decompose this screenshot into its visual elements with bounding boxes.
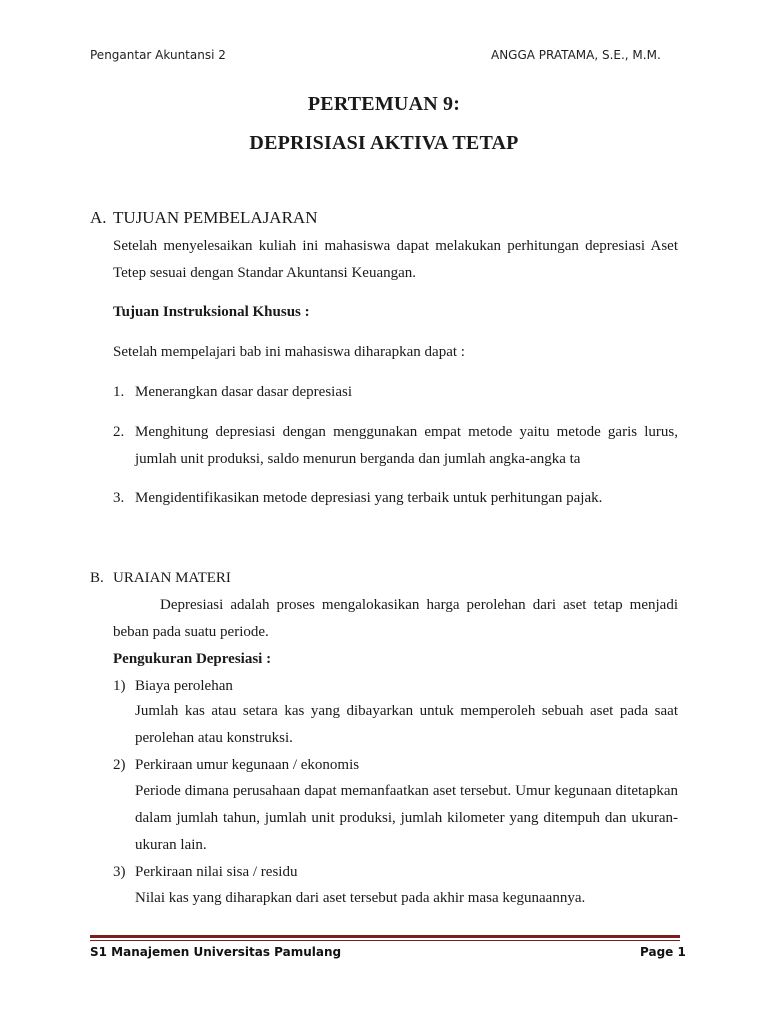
list-item-title: Perkiraan nilai sisa / residu bbox=[135, 864, 298, 880]
list-item: Menerangkan dasar dasar depresiasi bbox=[135, 384, 352, 400]
section-a-intro-line2: Tetep sesuai dengan Standar Akuntansi Keuangan. bbox=[113, 265, 417, 281]
footer-institution: S1 Manajemen Universitas Pamulang bbox=[90, 945, 342, 959]
list-item-text: perolehan atau konstruksi. bbox=[135, 730, 293, 746]
list-item: Menghitung depresiasi dengan menggunakan empat metode yaitu metode garis lurus, bbox=[135, 424, 678, 440]
section-a-intro-line1: Setelah menyelesaikan kuliah ini mahasiswa dapat melakukan perhitungan depresiasi Aset bbox=[113, 238, 678, 254]
list-item-text: ukuran lain. bbox=[135, 837, 207, 853]
list-item-text: Periode dimana perusahaan dapat memanfaatkan aset tersebut. Umur kegunaan ditetapkan bbox=[135, 783, 678, 799]
list-item-text: Nilai kas yang diharapkan dari aset tersebut pada akhir masa kegunaannya. bbox=[135, 890, 586, 906]
page-title: PERTEMUAN 9: bbox=[307, 93, 461, 115]
section-b-heading: URAIAN MATERI bbox=[113, 570, 231, 586]
footer-rule-thin bbox=[90, 940, 680, 941]
list-item-marker: 3. bbox=[113, 490, 125, 506]
list-item-title: Biaya perolehan bbox=[135, 678, 233, 694]
list-item-continuation: jumlah unit produksi, saldo menurun berganda dan jumlah angka-angka ta bbox=[135, 451, 581, 467]
section-a-heading: TUJUAN PEMBELAJARAN bbox=[113, 208, 318, 227]
page-number: Page 1 bbox=[640, 945, 686, 959]
list-item-marker: 2) bbox=[113, 757, 126, 773]
list-item-text: dalam jumlah tahun, jumlah unit produksi, jumlah kilometer yang ditempuh dan ukuran- bbox=[135, 810, 678, 826]
section-b-para-line2: beban pada suatu periode. bbox=[113, 624, 269, 640]
section-b-marker: B. bbox=[90, 570, 104, 586]
list-item-text: Jumlah kas atau setara kas yang dibayarkan untuk memperoleh sebuah aset pada saat bbox=[135, 703, 678, 719]
section-b-para-line1: Depresiasi adalah proses mengalokasikan harga perolehan dari aset tetap menjadi bbox=[160, 597, 678, 613]
section-a-marker: A. bbox=[90, 208, 107, 227]
list-item: Mengidentifikasikan metode depresiasi yang terbaik untuk perhitungan pajak. bbox=[135, 490, 603, 506]
list-item-marker: 2. bbox=[113, 424, 125, 440]
list-item-marker: 3) bbox=[113, 864, 126, 880]
section-b-subheading: Pengukuran Depresiasi : bbox=[113, 651, 272, 667]
section-a-lead: Setelah mempelajari bab ini mahasiswa diharapkan dapat : bbox=[113, 344, 465, 360]
list-item-marker: 1) bbox=[113, 678, 126, 694]
page-subtitle: DEPRISIASI AKTIVA TETAP bbox=[249, 132, 519, 154]
list-item-title: Perkiraan umur kegunaan / ekonomis bbox=[135, 757, 360, 773]
header-author: ANGGA PRATAMA, S.E., M.M. bbox=[491, 48, 661, 62]
header-course: Pengantar Akuntansi 2 bbox=[90, 48, 226, 62]
section-a-subheading: Tujuan Instruksional Khusus : bbox=[113, 304, 310, 320]
footer-rule bbox=[90, 935, 680, 938]
list-item-marker: 1. bbox=[113, 384, 125, 400]
